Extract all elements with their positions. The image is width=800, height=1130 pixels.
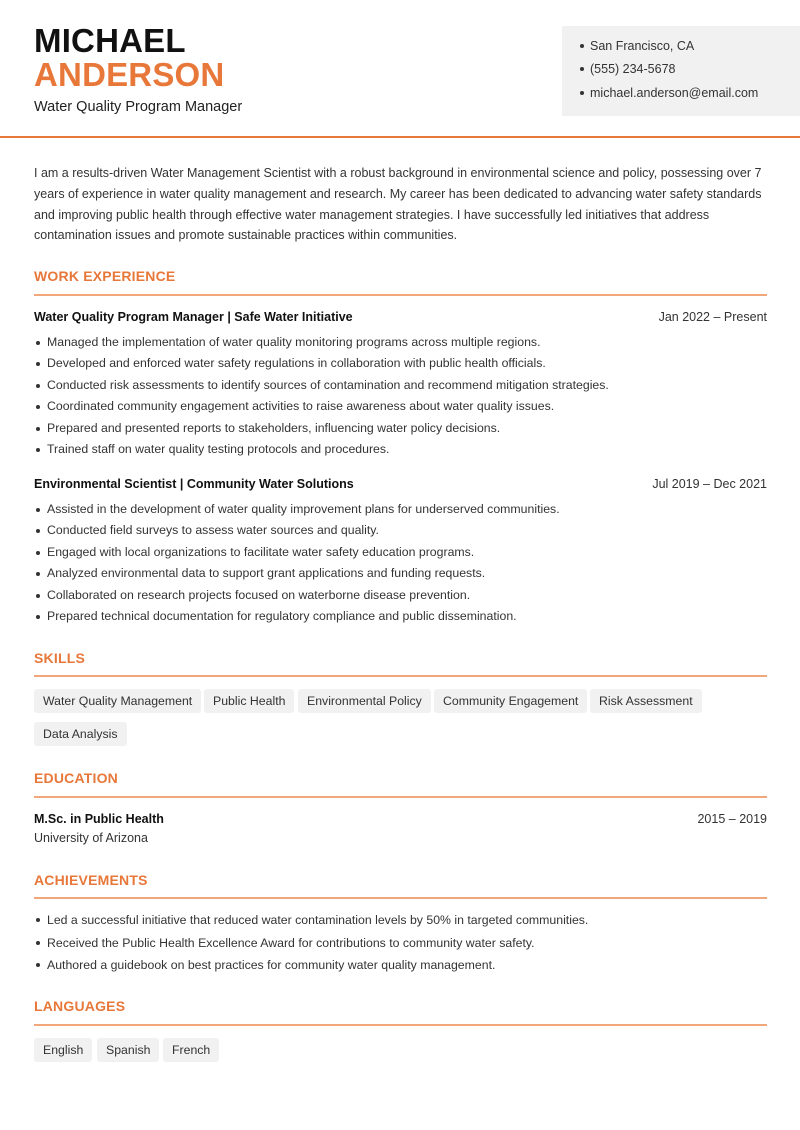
section-title-education: EDUCATION <box>34 770 118 786</box>
list-item: Conducted field surveys to assess water sources and quality. <box>34 520 767 541</box>
section-divider <box>34 675 767 677</box>
section-title-languages: LANGUAGES <box>34 998 126 1014</box>
list-item: Engaged with local organizations to facilitate water safety education programs. <box>34 542 767 563</box>
profile-summary: I am a results-driven Water Management Scientist with a robust background in environmental science and policy, possessing over 7 years of experience in water quality management and research. My career has been dedicated to advancing water safety standards and improving public health through effective water management strategies. I have successfully led initiatives that address contamination issues and promote sustainable practices within communities. <box>34 166 762 243</box>
achievement-bullets <box>34 909 767 977</box>
list-item: Led a successful initiative that reduced water contamination levels by 50% in targeted communities. <box>34 909 767 932</box>
bullet-icon <box>580 91 584 95</box>
email-link[interactable]: michael.anderson@email.com <box>590 86 759 100</box>
education-degree: M.Sc. in Public Health <box>34 812 164 826</box>
list-item: Managed the implementation of water quality monitoring programs across multiple regions. <box>34 332 767 353</box>
skill-tag: Environmental Policy <box>298 689 431 713</box>
job-bullets <box>34 499 767 627</box>
skill-tag: Community Engagement <box>434 689 587 713</box>
skill-tag: Data Analysis <box>34 722 127 746</box>
job-dates: Jan 2022 – Present <box>658 310 767 324</box>
job-title: Water Quality Program Manager <box>34 99 243 115</box>
list-item: Conducted risk assessments to identify sources of contamination and recommend mitigation strategies. <box>34 375 767 396</box>
skill-tag: Water Quality Management <box>34 689 201 713</box>
section-title-work: WORK EXPERIENCE <box>34 268 176 284</box>
contact-box <box>562 26 800 116</box>
language-tag: French <box>163 1038 219 1062</box>
section-title-achievements: ACHIEVEMENTS <box>34 872 148 888</box>
list-item: Prepared technical documentation for regulatory compliance and public dissemination. <box>34 606 767 627</box>
bullet-icon <box>580 67 584 71</box>
list-item: Developed and enforced water safety regulations in collaboration with public health officials. <box>34 353 767 374</box>
list-item: Received the Public Health Excellence Award for contributions to community water safety. <box>34 932 767 955</box>
section-divider <box>34 294 767 296</box>
education-dates: 2015 – 2019 <box>697 812 767 826</box>
contact-phone <box>580 62 675 76</box>
job-dates: Jul 2019 – Dec 2021 <box>652 477 767 491</box>
list-item: Prepared and presented reports to stakeholders, influencing water policy decisions. <box>34 418 767 439</box>
job-role: Water Quality Program Manager | Safe Water Initiative <box>34 310 353 324</box>
section-divider <box>34 1024 767 1026</box>
last-name: ANDERSON <box>34 56 225 93</box>
phone-text: (555) 234-5678 <box>590 62 676 76</box>
list-item: Analyzed environmental data to support grant applications and funding requests. <box>34 563 767 584</box>
resume-header <box>0 0 800 138</box>
list-item: Authored a guidebook on best practices for community water quality management. <box>34 954 767 977</box>
list-item: Assisted in the development of water quality improvement plans for underserved communities. <box>34 499 767 520</box>
skill-tag: Public Health <box>204 689 294 713</box>
list-item: Collaborated on research projects focused on waterborne disease prevention. <box>34 585 767 606</box>
job-role: Environmental Scientist | Community Water Solutions <box>34 477 354 491</box>
list-item: Trained staff on water quality testing protocols and procedures. <box>34 439 767 460</box>
language-tag: Spanish <box>97 1038 159 1062</box>
list-item: Coordinated community engagement activities to raise awareness about water quality issues. <box>34 396 767 417</box>
contact-email[interactable] <box>580 86 758 100</box>
language-tag: English <box>34 1038 92 1062</box>
section-divider <box>34 796 767 798</box>
section-title-skills: SKILLS <box>34 650 85 666</box>
section-divider <box>34 897 767 899</box>
first-name: MICHAEL <box>34 22 186 59</box>
job-bullets <box>34 332 767 460</box>
education-school: University of Arizona <box>34 831 148 845</box>
skill-tag: Risk Assessment <box>590 689 702 713</box>
job-header <box>34 310 767 324</box>
contact-location <box>580 39 694 53</box>
location-text: San Francisco, CA <box>590 39 695 53</box>
job-header <box>34 477 767 491</box>
bullet-icon <box>580 44 584 48</box>
